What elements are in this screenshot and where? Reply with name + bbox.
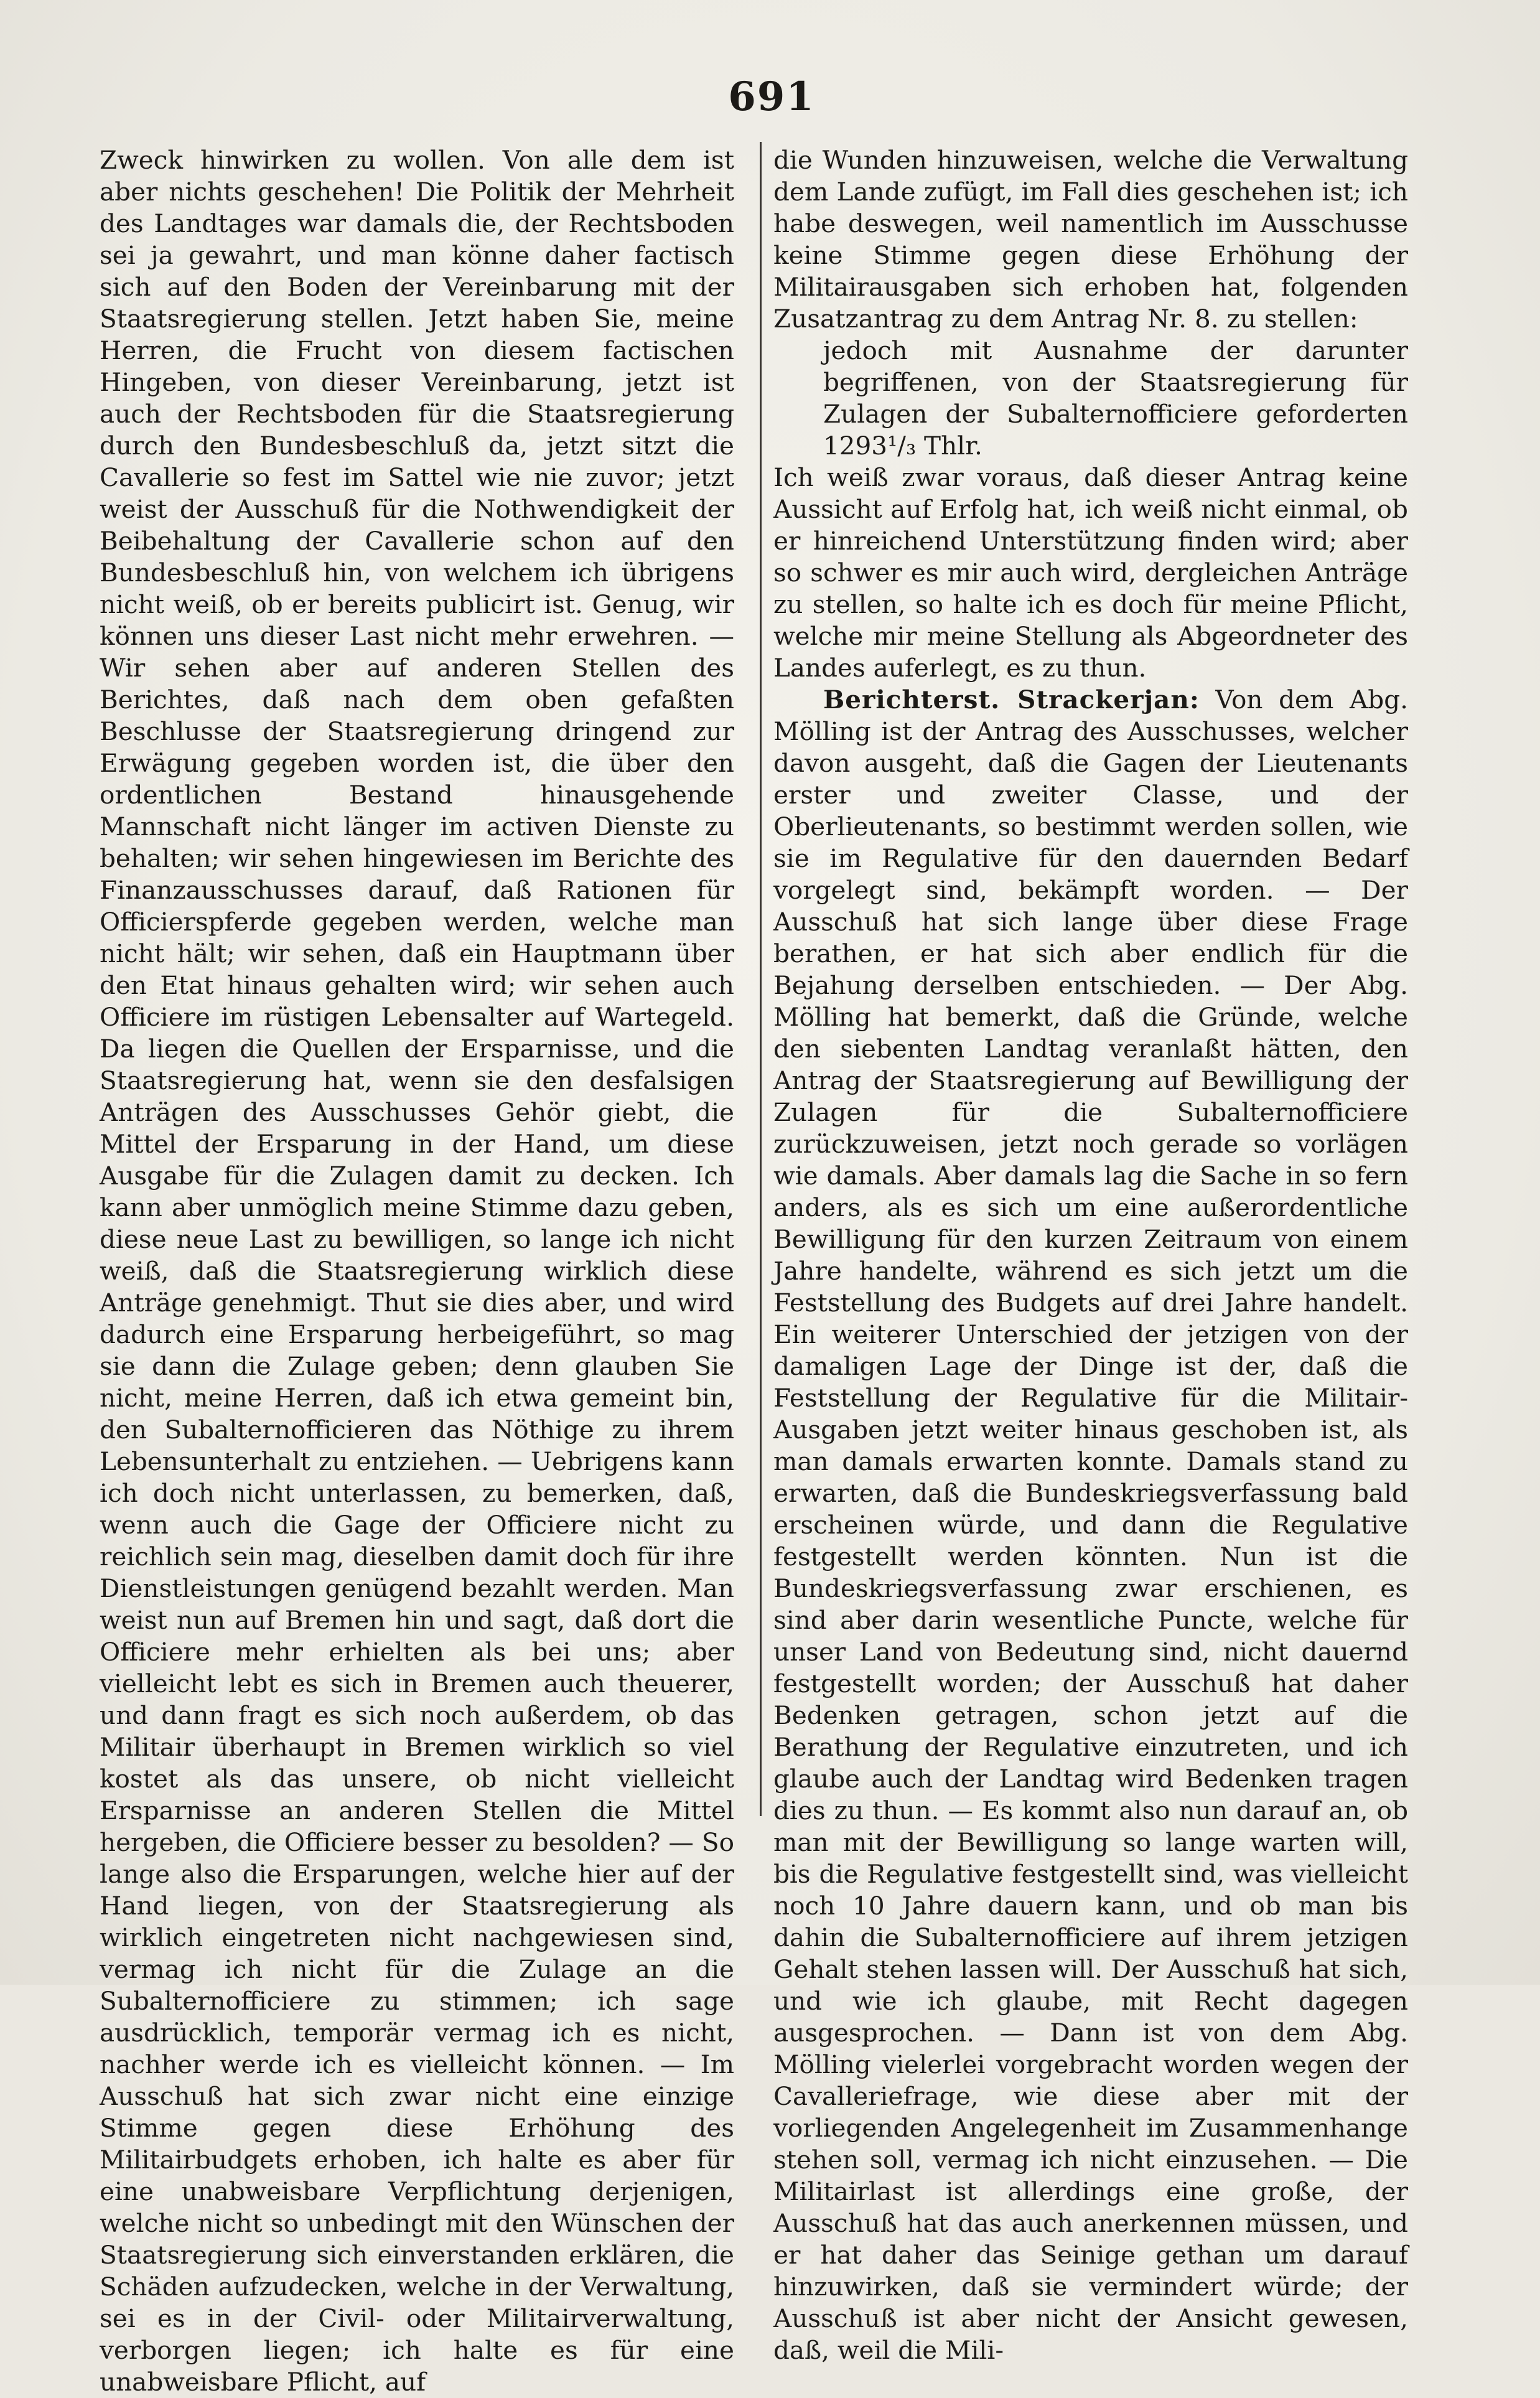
rapporteur-text: Von dem Abg. Mölling ist der Antrag des Ausschusses, welcher davon ausgeht, daß die Gagen der Lieutenants erster und zweiter Classe, und der Oberlieutenants, so bestimmt werden sollen, wie sie im Regulative für den dauernden Bedarf vorgelegt sind, bekämpft worden. — Der Ausschuß hat sich lange über diese Frage berathen, er hat sich aber endlich für die Bejahung derselben entschieden. — Der Abg. Mölling hat bemerkt, daß die Gründe, welche den siebenten Landtag veranlaßt hätten, den Antrag der Staatsregierung auf Bewilligung der Zulagen für die Subalternofficiere zurückzuweisen, jetzt noch gerade so vorlägen wie damals. Aber damals lag die Sache in so fern anders, als es sich um eine außerordentliche Bewilligung für den kurzen Zeitraum von einem Jahre handelte, während es sich jetzt um die Feststellung des Budgets auf drei Jahre handelt. Ein weiterer Unterschied der jetzigen von der damaligen Lage der Dinge ist der, daß die Feststellung der Regulative für die Militair-Ausgaben jetzt weiter hinaus geschoben ist, als man damals erwarten konnte. Damals stand zu erwarten, daß die Bundeskriegsverfassung bald erscheinen würde, und dann die Regulative festgestellt werden könnten. Nun ist die Bundeskriegsverfassung zwar erschienen, es sind aber darin wesentliche Puncte, welche für unser Land von Bedeutung sind, nicht dauernd festgestellt worden; der Ausschuß hat daher Bedenken getragen, schon jetzt auf die Berathung der Regulative einzutreten, und ich glaube auch der Landtag wird Bedenken tragen dies zu thun. — Es kommt also nun darauf an, ob man mit der Bewilligung so lange warten will, bis die Regulative festgestellt sind, was vielleicht noch 10 Jahre dauern kann, und ob man bis dahin die Subalternofficiere auf ihrem jetzigen Gehalt stehen lassen will. Der Ausschuß hat sich, und wie ich glaube, mit Recht dagegen ausgesprochen. — Dann ist von dem Abg. Mölling vielerlei vorgebracht worden wegen der Cavalleriefrage, wie diese aber mit der vorliegenden Angelegenheit im Zusammenhange stehen soll, vermag ich nicht einzusehen. — Die Militairlast ist allerdings eine große, der Ausschuß hat das auch anerkennen müssen, und er hat daher das Seinige gethan um darauf hinzuwirken, daß sie vermindert würde; der Ausschuß ist aber nicht der Ansicht gewesen, daß, weil die Mili-	[773, 685, 1409, 2365]
rapporteur-paragraph	[773, 684, 1408, 2366]
speaker-name: Berichterst. Strackerjan:	[823, 685, 1200, 714]
page-number: 691	[728, 73, 815, 120]
right-paragraph-continuation: die Wunden hinzuweisen, welche die Verwaltung dem Lande zufügt, im Fall dies geschehen ist; ich habe deswegen, weil namentlich im Ausschusse keine Stimme gegen diese Erhöhung der Militairausgaben sich erhoben hat, folgenden Zusatzantrag zu dem Antrag Nr. 8. zu stellen:	[773, 145, 1408, 334]
amendment-motion: jedoch mit Ausnahme der darunter begriffenen, von der Staatsregierung für Zulagen der Subalternofficiere geforderten 1293¹/₃ Thlr.	[823, 335, 1408, 461]
left-paragraph: Zweck hinwirken zu wollen. Von alle dem ist aber nichts geschehen! Die Politik der Mehrheit des Landtages war damals die, der Rechtsboden sei ja gewahrt, und man könne daher factisch sich auf den Boden der Vereinbarung mit der Staatsregierung stellen. Jetzt haben Sie, meine Herren, die Frucht von diesem factischen Hingeben, von dieser Vereinbarung, jetzt ist auch der Rechtsboden für die Staatsregierung durch den Bundesbeschluß da, jetzt sitzt die Cavallerie so fest im Sattel wie nie zuvor; jetzt weist der Ausschuß für die Nothwendigkeit der Beibehaltung der Cavallerie schon auf den Bundesbeschluß hin, von welchem ich übrigens nicht weiß, ob er bereits publicirt ist. Genug, wir können uns dieser Last nicht mehr erwehren. — Wir sehen aber auf anderen Stellen des Berichtes, daß nach dem oben gefaßten Beschlusse der Staatsregierung dringend zur Erwägung gegeben worden ist, die über den ordentlichen Bestand hinausgehende Mannschaft nicht länger im activen Dienste zu behalten; wir sehen hingewiesen im Berichte des Finanzausschusses darauf, daß Rationen für Officierspferde gegeben werden, welche man nicht hält; wir sehen, daß ein Hauptmann über den Etat hinaus gehalten wird; wir sehen auch Officiere im rüstigen Lebensalter auf Wartegeld. Da liegen die Quellen der Ersparnisse, und die Staatsregierung hat, wenn sie den desfalsigen Anträgen des Ausschusses Gehör giebt, die Mittel der Ersparung in der Hand, um diese Ausgabe für die Zulagen damit zu decken. Ich kann aber unmöglich meine Stimme dazu geben, diese neue Last zu bewilligen, so lange ich nicht weiß, daß die Staatsregierung wirklich diese Anträge genehmigt. Thut sie dies aber, und wird dadurch eine Ersparung herbeigeführt, so mag sie dann die Zulage geben; denn glauben Sie nicht, meine Herren, daß ich etwa gemeint bin, den Subalternofficieren das Nöthige zu ihrem Lebensunterhalt zu entziehen. — Uebrigens kann ich doch nicht unterlassen, zu bemerken, daß, wenn auch die Gage der Officiere nicht zu reichlich sein mag, dieselben damit doch für ihre Dienstleistungen genügend bezahlt werden. Man weist nun auf Bremen hin und sagt, daß dort die Officiere mehr erhielten als bei uns; aber vielleicht lebt es sich in Bremen auch theuerer, und dann fragt es sich noch außerdem, ob das Militair überhaupt in Bremen wirklich so viel kostet als das unsere, ob nicht vielleicht Ersparnisse an anderen Stellen die Mittel hergeben, die Officiere besser zu besolden? — So lange also die Ersparungen, welche hier auf der Hand liegen, von der Staatsregierung als wirklich eingetreten nicht nachgewiesen sind, vermag ich nicht für die Zulage an die Subalternofficiere zu stimmen; ich sage ausdrücklich, temporär vermag ich es nicht, nachher werde ich es vielleicht können. — Im Ausschuß hat sich zwar nicht eine einzige Stimme gegen diese Erhöhung des Militairbudgets erhoben, ich halte es aber für eine unabweisbare Verpflichtung derjenigen, welche nicht so unbedingt mit den Wünschen der Staatsregierung sich einverstanden erklären, die Schäden aufzudecken, welche in der Verwaltung, sei es in der Civil- oder Militairverwaltung, verborgen liegen; ich halte es für eine unabweisbare Pflicht, auf	[100, 145, 734, 2397]
right-column	[773, 144, 1408, 2366]
right-paragraph-2: Ich weiß zwar voraus, daß dieser Antrag keine Aussicht auf Erfolg hat, ich weiß nicht einmal, ob er hinreichend Unterstützung finden wird; aber so schwer es mir auch wird, dergleichen Anträge zu stellen, so halte ich es doch für meine Pflicht, welche mir meine Stellung als Abgeordneter des Landes auferlegt, es zu thun.	[773, 462, 1408, 683]
left-column	[100, 144, 734, 2398]
column-divider	[760, 142, 762, 1816]
